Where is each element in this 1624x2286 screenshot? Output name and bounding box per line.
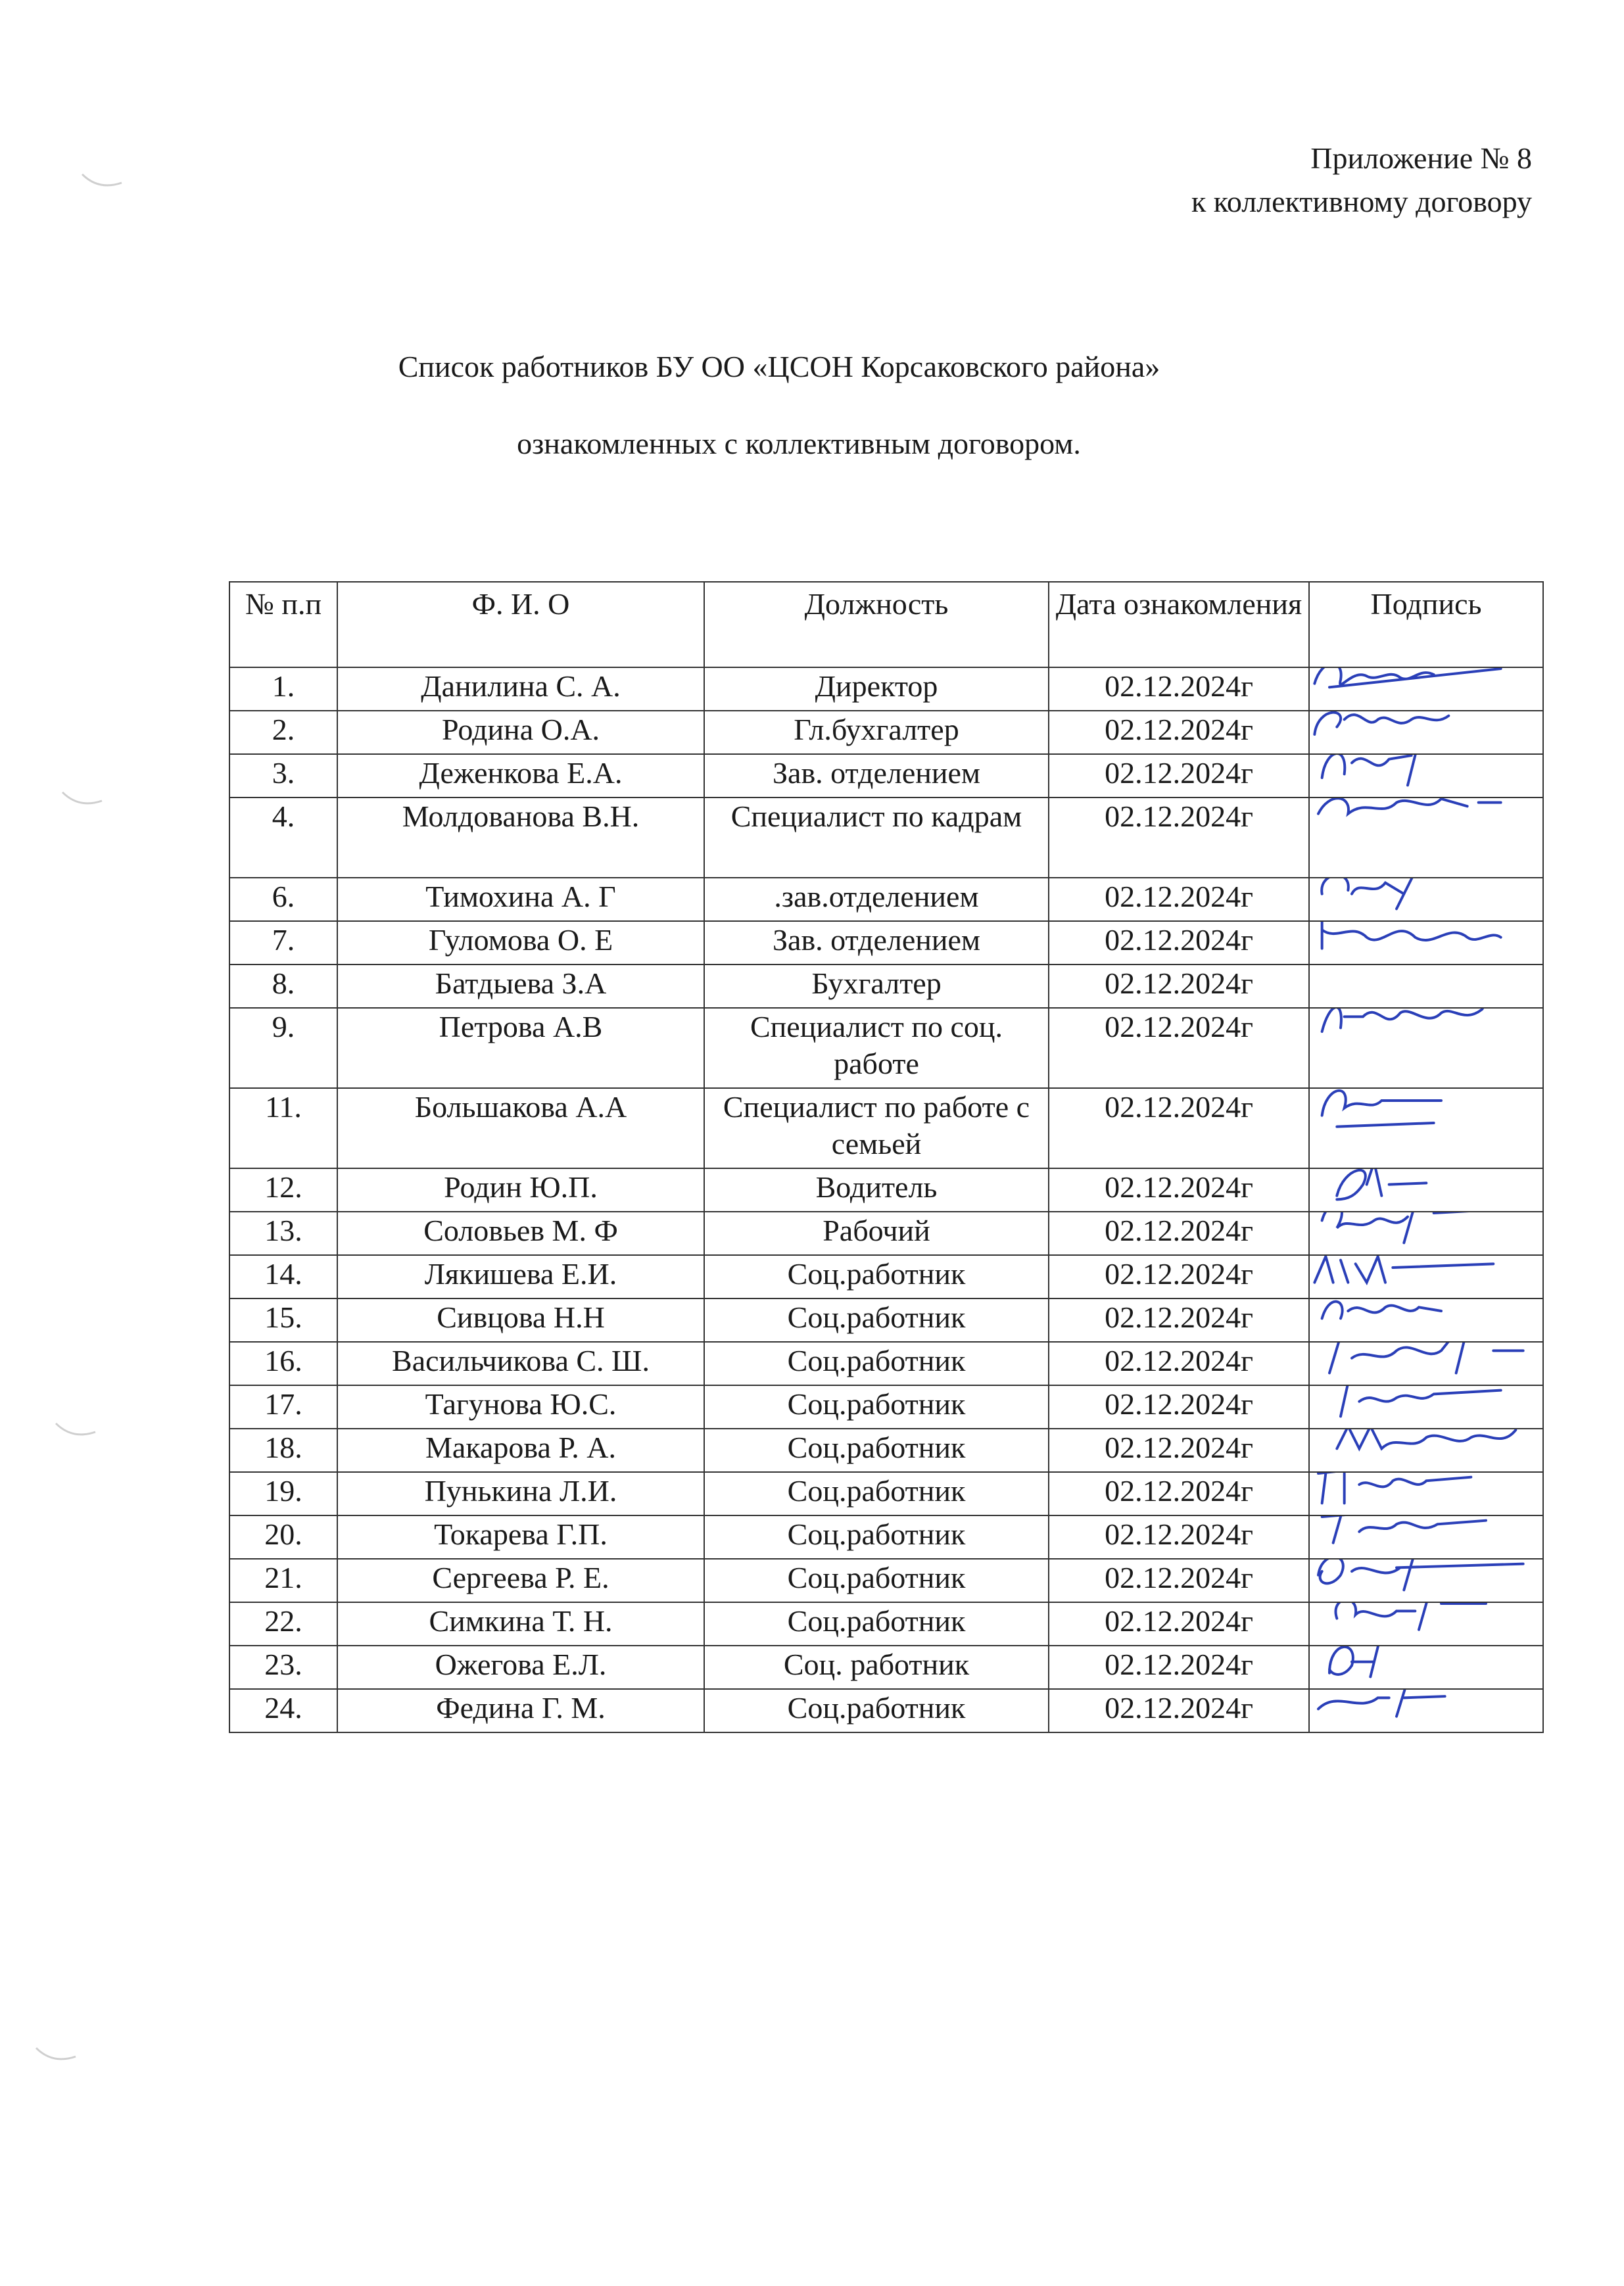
signature-cell	[1309, 921, 1543, 964]
row-number: 1.	[229, 667, 337, 711]
signature-cell	[1309, 754, 1543, 798]
row-number: 7.	[229, 921, 337, 964]
employee-name: Деженкова Е.А.	[337, 754, 704, 798]
acknowledgement-date: 02.12.2024г	[1049, 798, 1309, 878]
scan-mark	[59, 789, 105, 809]
handwritten-signature	[1309, 1429, 1531, 1467]
employee-name: Петрова А.В	[337, 1008, 704, 1088]
document-title: Список работников БУ ОО «ЦСОН Корсаковского района»	[398, 350, 1160, 383]
signature-cell	[1309, 1689, 1543, 1732]
signature-cell	[1309, 1168, 1543, 1212]
row-number: 21.	[229, 1559, 337, 1602]
table-row	[229, 1088, 1543, 1168]
signature-cell	[1309, 798, 1543, 878]
scan-mark	[53, 1420, 99, 1440]
employee-position: Зав. отделением	[704, 921, 1049, 964]
employee-name: Сивцова Н.Н	[337, 1298, 704, 1342]
signature-cell	[1309, 964, 1543, 1008]
acknowledgement-date: 02.12.2024г	[1049, 921, 1309, 964]
handwritten-signature	[1309, 1342, 1531, 1381]
table-row	[229, 667, 1543, 711]
employee-position: Соц.работник	[704, 1602, 1049, 1646]
signature-cell	[1309, 1515, 1543, 1559]
handwritten-signature	[1309, 798, 1531, 836]
handwritten-signature	[1309, 1255, 1531, 1294]
table-row	[229, 1168, 1543, 1212]
employee-position: Водитель	[704, 1168, 1049, 1212]
employee-position: Рабочий	[704, 1212, 1049, 1255]
table-row	[229, 1212, 1543, 1255]
header-number: № п.п	[229, 582, 337, 667]
handwritten-signature	[1309, 1298, 1531, 1337]
row-number: 8.	[229, 964, 337, 1008]
employee-position: Соц.работник	[704, 1255, 1049, 1298]
employee-position: Специалист по работе с семьей	[704, 1088, 1049, 1168]
handwritten-signature	[1309, 1168, 1531, 1207]
handwritten-signature	[1309, 878, 1531, 917]
employee-position: Соц.работник	[704, 1298, 1049, 1342]
acknowledgement-date: 02.12.2024г	[1049, 1385, 1309, 1429]
row-number: 18.	[229, 1429, 337, 1472]
acknowledgement-date: 02.12.2024г	[1049, 1472, 1309, 1515]
employee-position: Соц.работник	[704, 1515, 1049, 1559]
employee-position: Соц.работник	[704, 1342, 1049, 1385]
acknowledgement-date: 02.12.2024г	[1049, 1212, 1309, 1255]
signature-cell	[1309, 1008, 1543, 1088]
table-row	[229, 1472, 1543, 1515]
employee-position: Соц.работник	[704, 1472, 1049, 1515]
employee-name: Сергеева Р. Е.	[337, 1559, 704, 1602]
table-row	[229, 754, 1543, 798]
employee-name: Тимохина А. Г	[337, 878, 704, 921]
table-row	[229, 1515, 1543, 1559]
signature-cell	[1309, 1088, 1543, 1168]
handwritten-signature	[1309, 711, 1531, 750]
handwritten-signature	[1309, 1385, 1531, 1424]
row-number: 2.	[229, 711, 337, 754]
row-number: 11.	[229, 1088, 337, 1168]
handwritten-signature	[1309, 1646, 1531, 1684]
employee-position: Соц.работник	[704, 1689, 1049, 1732]
employee-position: Гл.бухгалтер	[704, 711, 1049, 754]
table-row	[229, 1255, 1543, 1298]
document-subtitle: ознакомленных с коллективным договором.	[517, 427, 1081, 460]
employee-name: Родин Ю.П.	[337, 1168, 704, 1212]
row-number: 14.	[229, 1255, 337, 1298]
table-row	[229, 878, 1543, 921]
row-number: 4.	[229, 798, 337, 878]
table-row	[229, 1559, 1543, 1602]
row-number: 12.	[229, 1168, 337, 1212]
employee-name: Данилина С. А.	[337, 667, 704, 711]
row-number: 22.	[229, 1602, 337, 1646]
employee-name: Соловьев М. Ф	[337, 1212, 704, 1255]
acknowledgement-date: 02.12.2024г	[1049, 878, 1309, 921]
acknowledgement-date: 02.12.2024г	[1049, 1515, 1309, 1559]
appendix-reference: к коллективному договору	[1191, 185, 1532, 218]
appendix-number: Приложение № 8	[1310, 141, 1532, 175]
signature-cell	[1309, 1298, 1543, 1342]
table-row	[229, 1429, 1543, 1472]
signature-cell	[1309, 711, 1543, 754]
handwritten-signature	[1309, 1602, 1531, 1641]
employee-name: Токарева Г.П.	[337, 1515, 704, 1559]
row-number: 23.	[229, 1646, 337, 1689]
handwritten-signature	[1309, 921, 1531, 960]
signature-cell	[1309, 1472, 1543, 1515]
header-position: Должность	[704, 582, 1049, 667]
employee-name: Большакова А.А	[337, 1088, 704, 1168]
handwritten-signature	[1309, 667, 1531, 706]
table-row	[229, 1689, 1543, 1732]
employee-name: Лякишева Е.И.	[337, 1255, 704, 1298]
employee-name: Родина О.А.	[337, 711, 704, 754]
employee-position: Соц.работник	[704, 1385, 1049, 1429]
handwritten-signature	[1309, 1212, 1531, 1250]
row-number: 19.	[229, 1472, 337, 1515]
row-number: 13.	[229, 1212, 337, 1255]
handwritten-signature	[1309, 1088, 1531, 1127]
employee-name: Макарова Р. А.	[337, 1429, 704, 1472]
table-row	[229, 1602, 1543, 1646]
row-number: 17.	[229, 1385, 337, 1429]
employee-position: Специалист по соц. работе	[704, 1008, 1049, 1088]
table-row	[229, 1385, 1543, 1429]
employee-name: Гуломова О. Е	[337, 921, 704, 964]
signature-cell	[1309, 1559, 1543, 1602]
employee-name: Тагунова Ю.С.	[337, 1385, 704, 1429]
acknowledgement-date: 02.12.2024г	[1049, 1255, 1309, 1298]
acknowledgement-date: 02.12.2024г	[1049, 1342, 1309, 1385]
table-row	[229, 921, 1543, 964]
scan-mark	[79, 171, 125, 191]
acknowledgement-date: 02.12.2024г	[1049, 1168, 1309, 1212]
employee-position: .зав.отделением	[704, 878, 1049, 921]
acknowledgement-date: 02.12.2024г	[1049, 1559, 1309, 1602]
row-number: 9.	[229, 1008, 337, 1088]
table-row	[229, 964, 1543, 1008]
handwritten-signature	[1309, 1472, 1531, 1511]
signature-cell	[1309, 1602, 1543, 1646]
acknowledgement-date: 02.12.2024г	[1049, 1429, 1309, 1472]
acknowledgement-date: 02.12.2024г	[1049, 754, 1309, 798]
employee-position: Бухгалтер	[704, 964, 1049, 1008]
signature-cell	[1309, 1646, 1543, 1689]
row-number: 6.	[229, 878, 337, 921]
signature-cell	[1309, 1342, 1543, 1385]
employee-position: Соц.работник	[704, 1559, 1049, 1602]
employee-name: Симкина Т. Н.	[337, 1602, 704, 1646]
table-row	[229, 1298, 1543, 1342]
row-number: 24.	[229, 1689, 337, 1732]
header-name: Ф. И. О	[337, 582, 704, 667]
acknowledgement-date: 02.12.2024г	[1049, 1689, 1309, 1732]
signature-cell	[1309, 878, 1543, 921]
employee-name: Молдованова В.Н.	[337, 798, 704, 878]
handwritten-signature	[1309, 1559, 1531, 1598]
acknowledgement-date: 02.12.2024г	[1049, 1298, 1309, 1342]
employee-position: Директор	[704, 667, 1049, 711]
table-row	[229, 1342, 1543, 1385]
table-row	[229, 1008, 1543, 1088]
acknowledgement-date: 02.12.2024г	[1049, 1008, 1309, 1088]
employee-name: Батдыева З.А	[337, 964, 704, 1008]
table-header-row	[229, 582, 1543, 667]
acknowledgement-date: 02.12.2024г	[1049, 1602, 1309, 1646]
header-date: Дата ознакомления	[1049, 582, 1309, 667]
employee-name: Пунькина Л.И.	[337, 1472, 704, 1515]
appendix-heading	[1191, 137, 1532, 224]
row-number: 3.	[229, 754, 337, 798]
signature-cell	[1309, 1429, 1543, 1472]
signature-cell	[1309, 1385, 1543, 1429]
employee-position: Зав. отделением	[704, 754, 1049, 798]
staff-table	[229, 581, 1544, 1733]
acknowledgement-date: 02.12.2024г	[1049, 1646, 1309, 1689]
employee-name: Ожегова Е.Л.	[337, 1646, 704, 1689]
row-number: 15.	[229, 1298, 337, 1342]
employee-name: Васильчикова С. Ш.	[337, 1342, 704, 1385]
table-row	[229, 1646, 1543, 1689]
table-row	[229, 798, 1543, 878]
handwritten-signature	[1309, 1008, 1531, 1047]
handwritten-signature	[1309, 754, 1531, 793]
employee-position: Соц. работник	[704, 1646, 1049, 1689]
acknowledgement-date: 02.12.2024г	[1049, 1088, 1309, 1168]
signature-cell	[1309, 1212, 1543, 1255]
scan-mark	[33, 2045, 79, 2064]
handwritten-signature	[1309, 1515, 1531, 1554]
table-body	[229, 667, 1543, 1732]
employee-position: Соц.работник	[704, 1429, 1049, 1472]
header-signature: Подпись	[1309, 582, 1543, 667]
acknowledgement-date: 02.12.2024г	[1049, 964, 1309, 1008]
row-number: 16.	[229, 1342, 337, 1385]
signature-cell	[1309, 667, 1543, 711]
signature-cell	[1309, 1255, 1543, 1298]
handwritten-signature	[1309, 1689, 1531, 1728]
employee-position: Специалист по кадрам	[704, 798, 1049, 878]
table-row	[229, 711, 1543, 754]
row-number: 20.	[229, 1515, 337, 1559]
acknowledgement-date: 02.12.2024г	[1049, 667, 1309, 711]
employee-name: Федина Г. М.	[337, 1689, 704, 1732]
acknowledgement-date: 02.12.2024г	[1049, 711, 1309, 754]
